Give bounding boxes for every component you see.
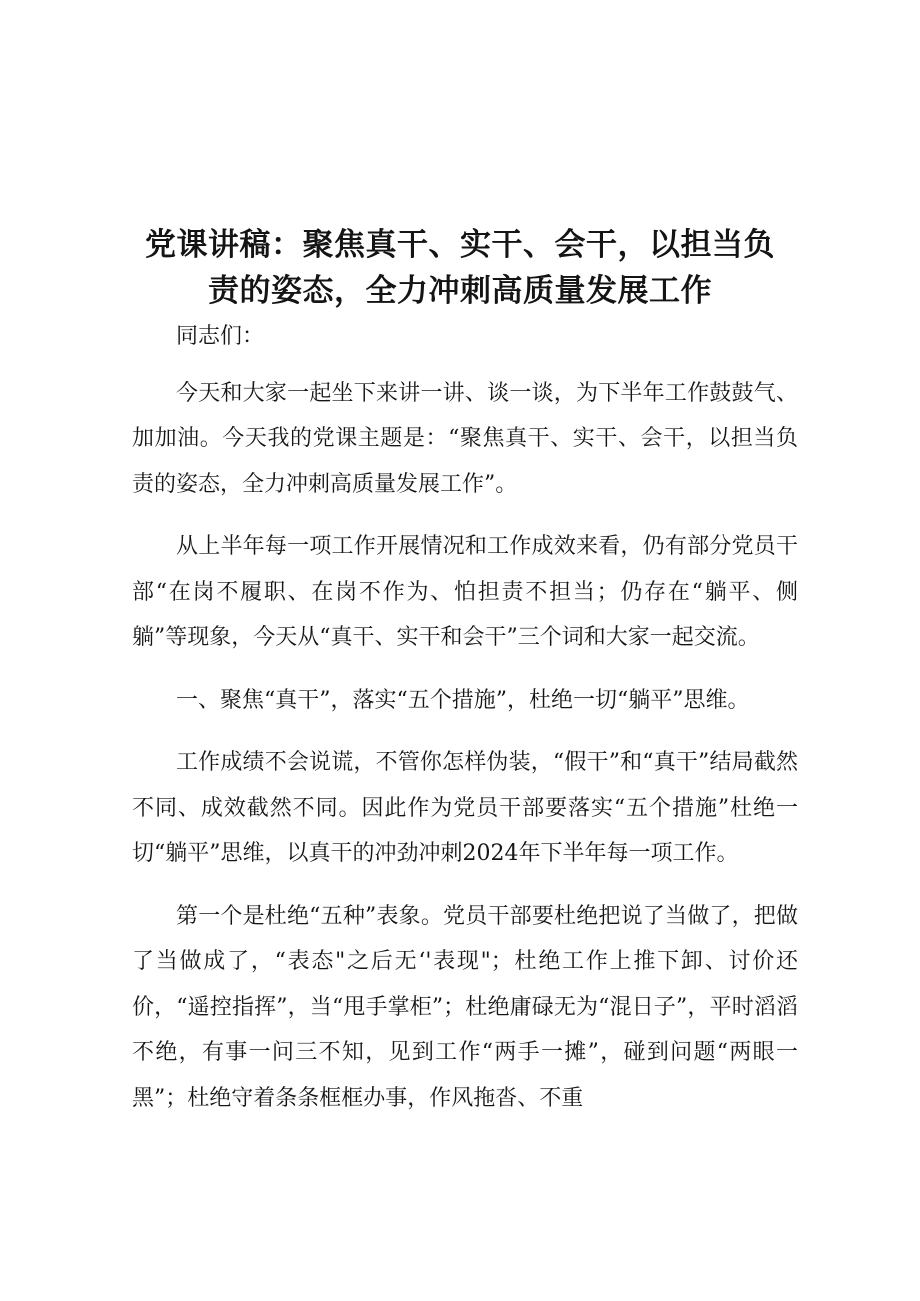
paragraph-point-1: 第一个是杜绝“五种”表象。党员干部要杜绝把说了当做了，把做了当做成了，“表态"之后无‘'表现"；杜绝工作上推下卸、讨价还价，“遥控指挥”，当“甩手掌柜”；杜绝庸碌无为“混日子”，平时滔滔不绝，有事一问三不知，见到工作“两手一摊”，碰到问题“两眼一黑”；杜绝守着条条框框办事，作风拖沓、不重 [132,903,798,1111]
paragraph-background: 从上半年每一项工作开展情况和工作成效来看，仍有部分党员干部“在岗不履职、在岗不作为、怕担责不担当；仍存在“躺平、侧躺”等现象，今天从“真干、实干和会干”三个词和大家一起交流。 [132,534,798,650]
document-body [132,314,798,1138]
greeting: 同志们： [176,324,265,349]
paragraph-intro: 今天和大家一起坐下来讲一讲、谈一谈，为下半年工作鼓鼓气、加加油。今天我的党课主题是：“聚焦真干、实干、会干，以担当负责的姿态，全力冲刺高质量发展工作”。 [132,380,798,497]
title-line-1: 党课讲稿：聚焦真干、实干、会干，以担当负 [145,227,775,263]
paragraph-section-1: 工作成绩不会说谎，不管你怎样伪装，“假干”和“真干”结局截然不同、成效截然不同。因此作为党员干部要落实“五个措施”杜绝一切“躺平”思维，以真干的冲劲冲刺2024年下半年每一项工作。 [132,750,798,866]
document-title [100,222,820,314]
section-heading-1: 一、聚焦“真干”，落实“五个措施”，杜绝一切“躺平”思维。 [176,687,750,713]
title-line-2: 责的姿态，全力冲刺高质量发展工作 [208,273,712,309]
